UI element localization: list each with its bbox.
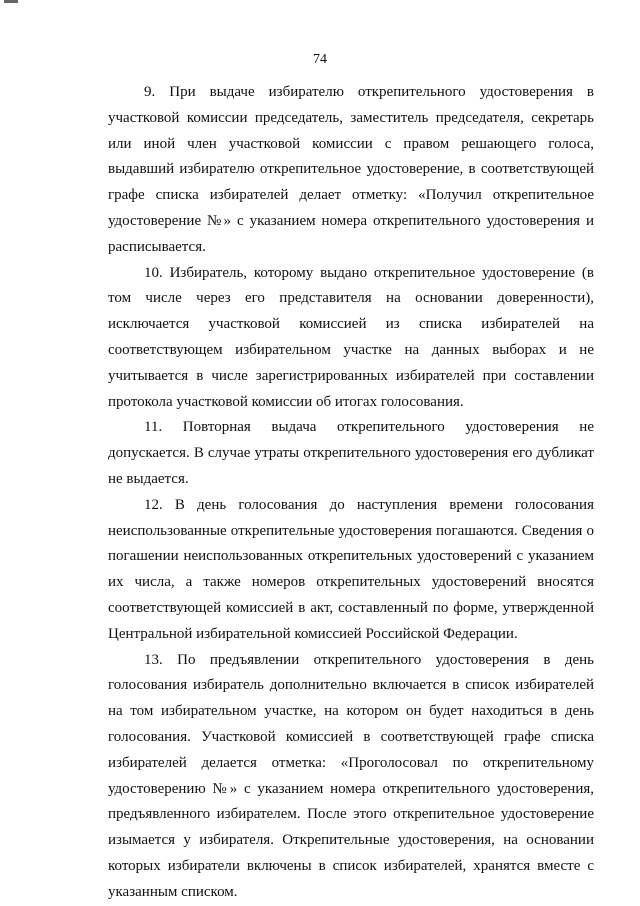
scan-corner-mark xyxy=(4,0,18,3)
paragraph-11: 11. Повторная выдача открепительного удостоверения не допускается. В случае утраты открепительного удостоверения его дубликат не выдается. xyxy=(108,419,594,487)
document-body xyxy=(108,80,594,906)
page-number: 74 xyxy=(313,52,327,67)
paragraph-9: 9. При выдаче избирателю открепительного удостоверения в участковой комиссии председатель, заместитель председателя, секретарь или иной член участковой комиссии с правом решающего голоса, выдавший избирателю открепительное удостоверение, в соответствующей графе списка избирателей делает отметку: «Получил открепительное удостоверение №» с указанием номера открепительного удостоверения и расписывается. xyxy=(108,84,594,255)
paragraph-12: 12. В день голосования до наступления времени голосования неиспользованные открепительные удостоверения погашаются. Сведения о погашении неиспользованных открепительных удостоверений с указанием их числа, а также номеров открепительных удостоверений вносятся соответствующей комиссией в акт, составленный по форме, утвержденной Центральной избирательной комиссией Российской Федерации. xyxy=(108,496,594,642)
paragraph-13: 13. По предъявлении открепительного удостоверения в день голосования избиратель дополнительно включается в список избирателей на том избирательном участке, на котором он будет находиться в день голосования. Участковой комиссией в соответствующей графе списка избирателей делается отметка: «Проголосовал по открепительному удостоверению №» с указанием номера открепительного удостоверения, предъявленного избирателем. После этого открепительное удостоверение изымается у избирателя. Открепительные удостоверения, на основании которых избиратели включены в список избирателей, хранятся вместе с указанным списком. xyxy=(108,651,594,900)
paragraph-10: 10. Избиратель, которому выдано открепительное удостоверение (в том числе через его представителя на основании доверенности), исключается участковой комиссией из списка избирателей на соответствующем избирательном участке на данных выборах и не учитывается в числе зарегистрированных избирателей при составлении протокола участковой комиссии об итогах голосования. xyxy=(108,264,594,410)
